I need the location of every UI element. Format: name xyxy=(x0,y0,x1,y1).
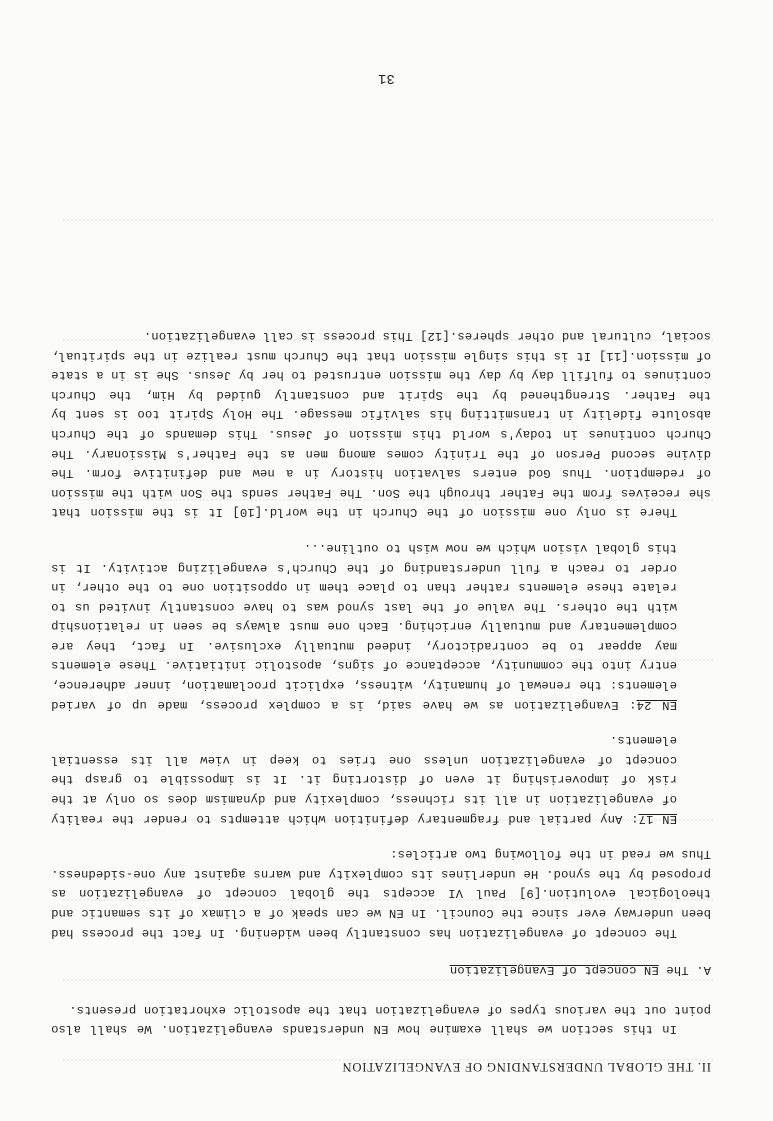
quote-en24-text: : Evangelization as we have said, is a complex process, made up of varied elements: the renewal of humanity, witness, explicit proclamation, inner adherence, entry into the community, acceptance of signs, apostolic initiative. These elements may appear to be contradictory, indeed mutually exclusive. In fact, they are complementary and mutually enriching. Each one must always be seen in relationship with the others. The value of the last synod was to have constantly invited us to relate these elements rather than to place them in opposition one to the other, in order to reach a full understanding of the Church's evangelizing activity. It is this global vision which we now wish to outline... xyxy=(51,540,677,712)
quote-en24-label: EN 24 xyxy=(636,697,677,712)
quote-en17-text: : Any partial and fragmentary definition which attempts to render the reality of evangelization in all its richness, complexity and dynamism does so only at the risk of impoverishing it even of distorting it. It is impossible to grasp the concept of evangelization unless one tries to keep in view all its essential elements. xyxy=(51,733,677,826)
intro-paragraph: In this section we shall examine how EN understands evangelization. We shall also point out the various types of evangelization that the apostolic exhortation presents. xyxy=(51,1002,711,1037)
page-number: 31 xyxy=(378,70,395,86)
paragraph-evangelization-concept: The concept of evangelization has constantly been widening. In fact the process had been underway ever since the Council. In EN we can speak of a climax of its semantic and theological evolution.[9] Paul VI accepts the global concept of evangelization as proposed by the synod. He underlines its complexity and warns against any one-sidedness. Thus we read in the following two articles: xyxy=(51,847,711,940)
paragraph-one-mission: There is only one mission of the Church in the world.[10] It is the mission that she receives from the Father through the Son. The Father sends the Son with the mission of redemption. Thus God enters salvation history in a new and definitive form. The divine second Person of the Trinity comes among men as the Father's Missionary. The Church continues in today's world this mission of Jesus. This demands of the Church absolute fidelity in transmitting his salvific message. The Holy Spirit too is sent by the Father. Strengthened by the Spirit and constantly guided by Him, the Church continues to fulfill day by day the mission entrusted to her by Jesus. She is in a state of mission.[11] It is this single mission that the Church must realize in the spiritual, social, cultural and other spheres.[12] This process is call evangelization. xyxy=(51,329,711,520)
quote-en17 xyxy=(51,730,677,828)
subheading-en: EN xyxy=(643,963,659,978)
section-title: II. THE GLOBAL UNDERSTANDING OF EVANGELIZATION xyxy=(341,1060,711,1074)
show-through-line xyxy=(63,208,713,221)
subheading xyxy=(51,960,711,980)
quote-en24 xyxy=(51,537,677,713)
quote-en17-label: EN 17 xyxy=(638,811,677,826)
subheading-rest: concept of Evangelization xyxy=(449,963,644,978)
subheading-prefix: A. The xyxy=(658,963,711,978)
page-body xyxy=(51,325,711,1076)
